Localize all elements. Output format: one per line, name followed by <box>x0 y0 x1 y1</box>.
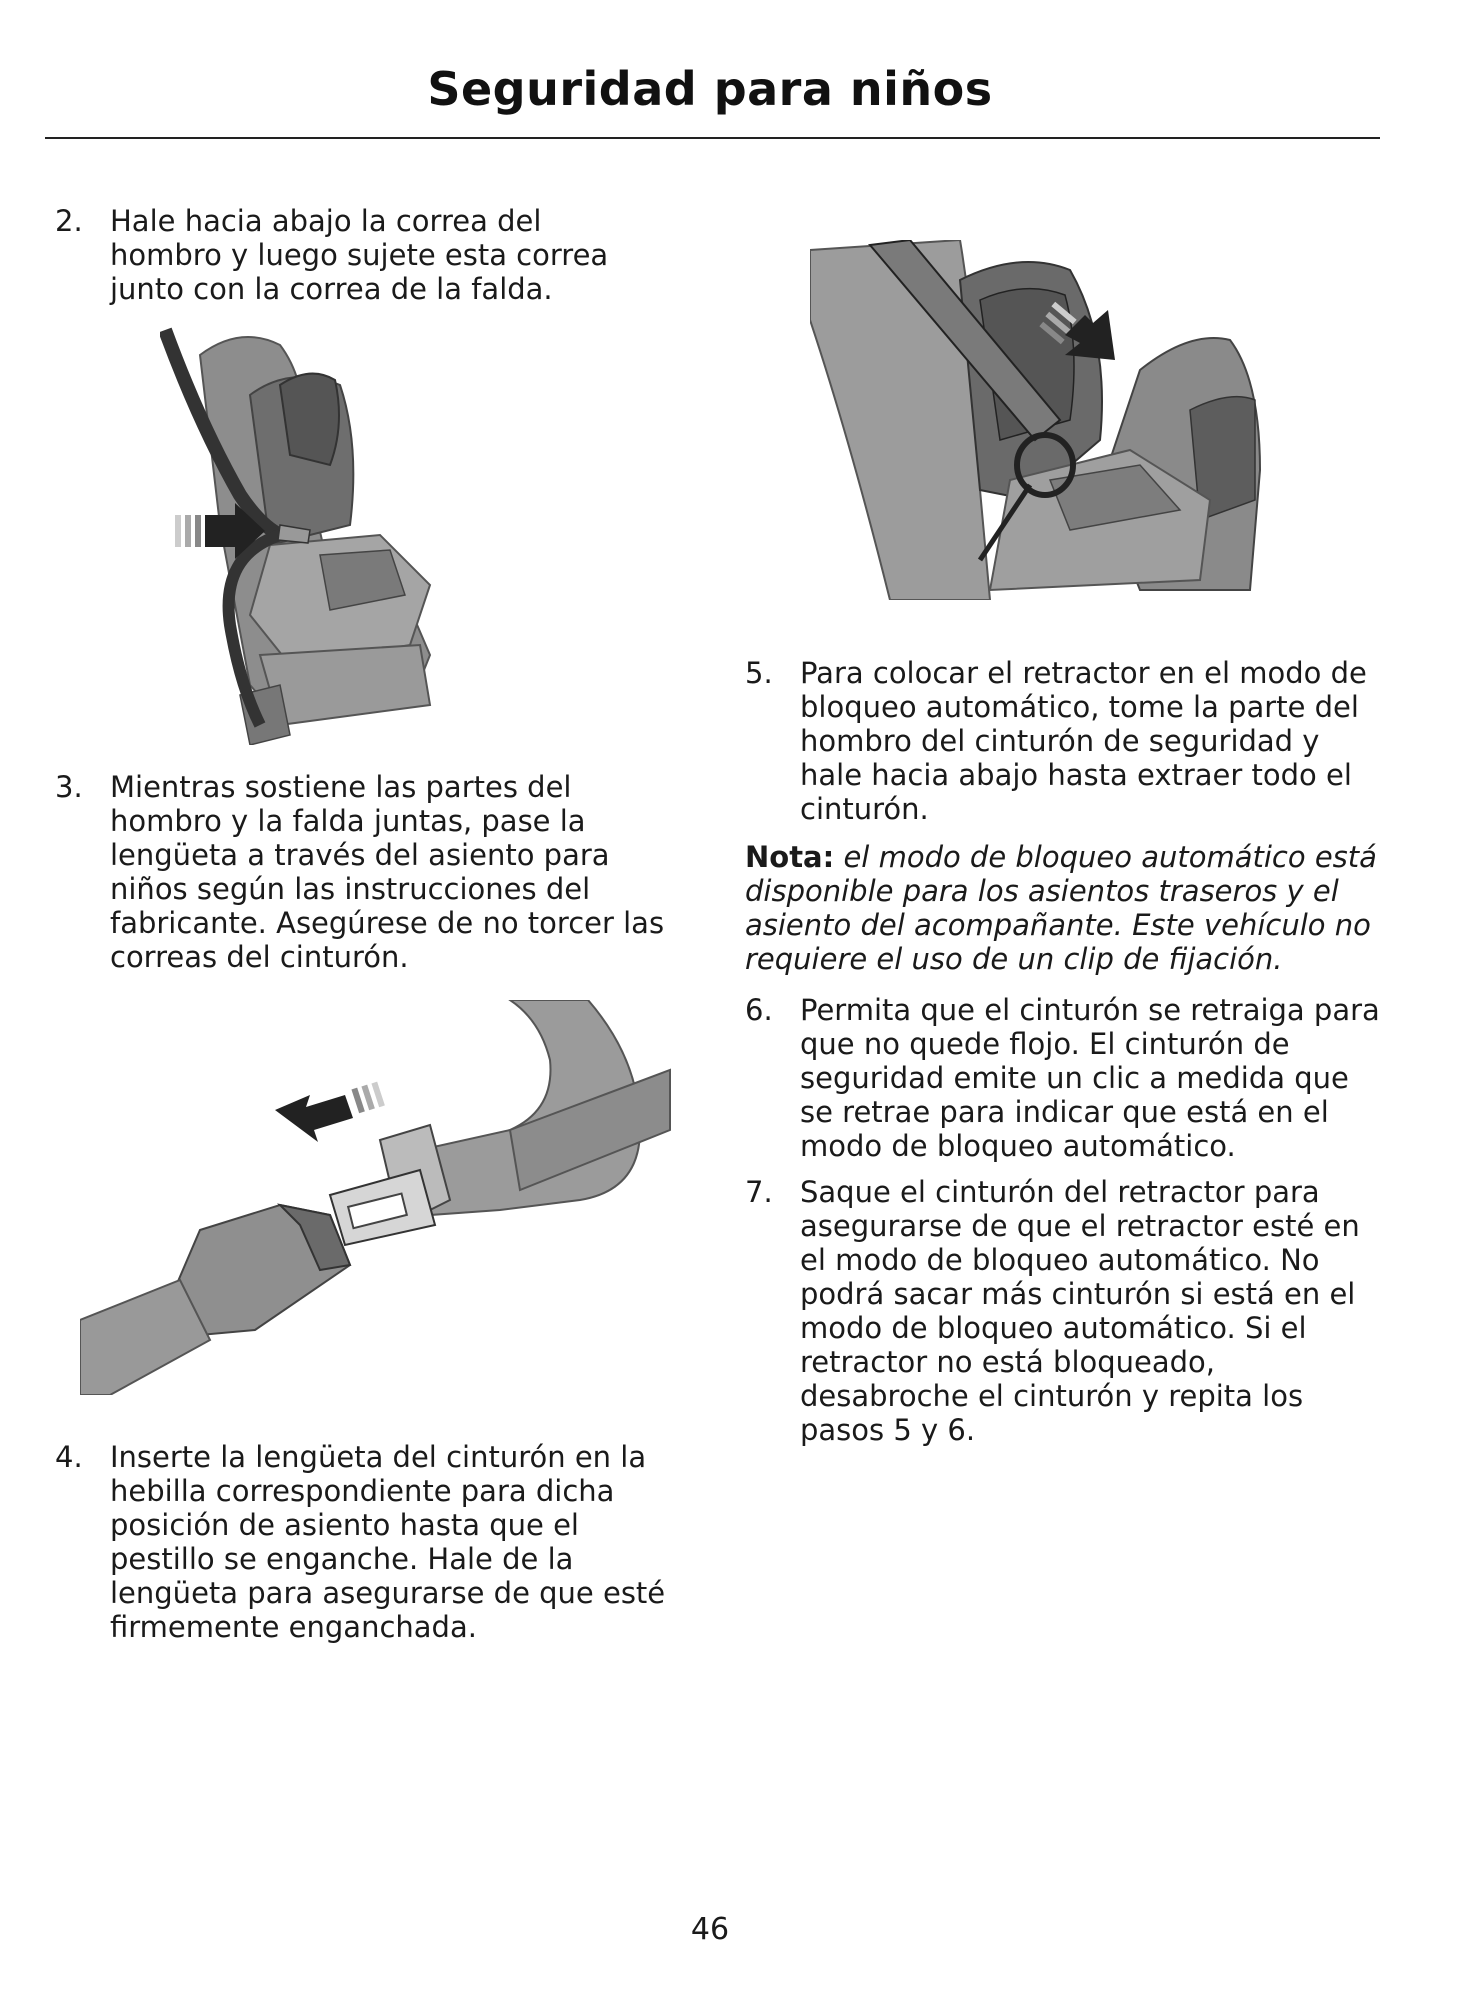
page-title: Seguridad para niños <box>427 62 993 116</box>
step-text: Mientras sostiene las partes del hombro y la falda juntas, pase la lengüeta a través del asiento para niños según las instrucciones del fabricante. Asegúrese de no torcer las correas del cinturón. <box>110 770 665 974</box>
step-text: Para colocar el retractor en el modo de bloqueo automático, tome la parte del hombro del cinturón de seguridad y hale hacia abajo hasta extraer todo el cinturón. <box>800 656 1367 826</box>
note-text: el modo de bloqueo automático está disponible para los asientos traseros y el asiento del acompañante. Este vehículo no requiere el uso de un clip de fijación. <box>745 840 1377 976</box>
note-block <box>745 840 1385 976</box>
note-label: Nota: <box>745 840 835 874</box>
child-seat-belt-pull-illustration <box>160 325 520 745</box>
step-text: Permita que el cinturón se retraiga para que no quede flojo. El cinturón de seguridad emite un clic a medida que se retrae para indicar que está en el modo de bloqueo automático. <box>800 993 1380 1163</box>
step-text: Saque el cinturón del retractor para asegurarse de que el retractor esté en el modo de bloqueo automático. No podrá sacar más cinturón si está en el modo de bloqueo automático. Si el retractor no está bloqueado, desabroche el cinturón y repita los pasos 5 y 6. <box>800 1175 1360 1447</box>
step-number: 4. <box>55 1440 83 1474</box>
page-number: 46 <box>690 1912 730 1947</box>
step-number: 5. <box>745 656 773 690</box>
retractor-belt-pull-illustration <box>810 240 1310 600</box>
step-number: 2. <box>55 204 83 238</box>
arrow-left-icon <box>275 1082 385 1142</box>
step-number: 3. <box>55 770 83 804</box>
header-divider <box>45 137 1380 139</box>
belt-buckle-illustration <box>80 1000 680 1395</box>
step-text: Inserte la lengüeta del cinturón en la hebilla correspondiente para dicha posición de asiento hasta que el pestillo se enganche. Hale de la lengüeta para asegurarse de que esté firmemente enganchada. <box>110 1440 666 1644</box>
step-text: Hale hacia abajo la correa del hombro y luego sujete esta correa junto con la correa de la falda. <box>110 204 609 306</box>
step-number: 6. <box>745 993 773 1027</box>
step-number: 7. <box>745 1175 773 1209</box>
